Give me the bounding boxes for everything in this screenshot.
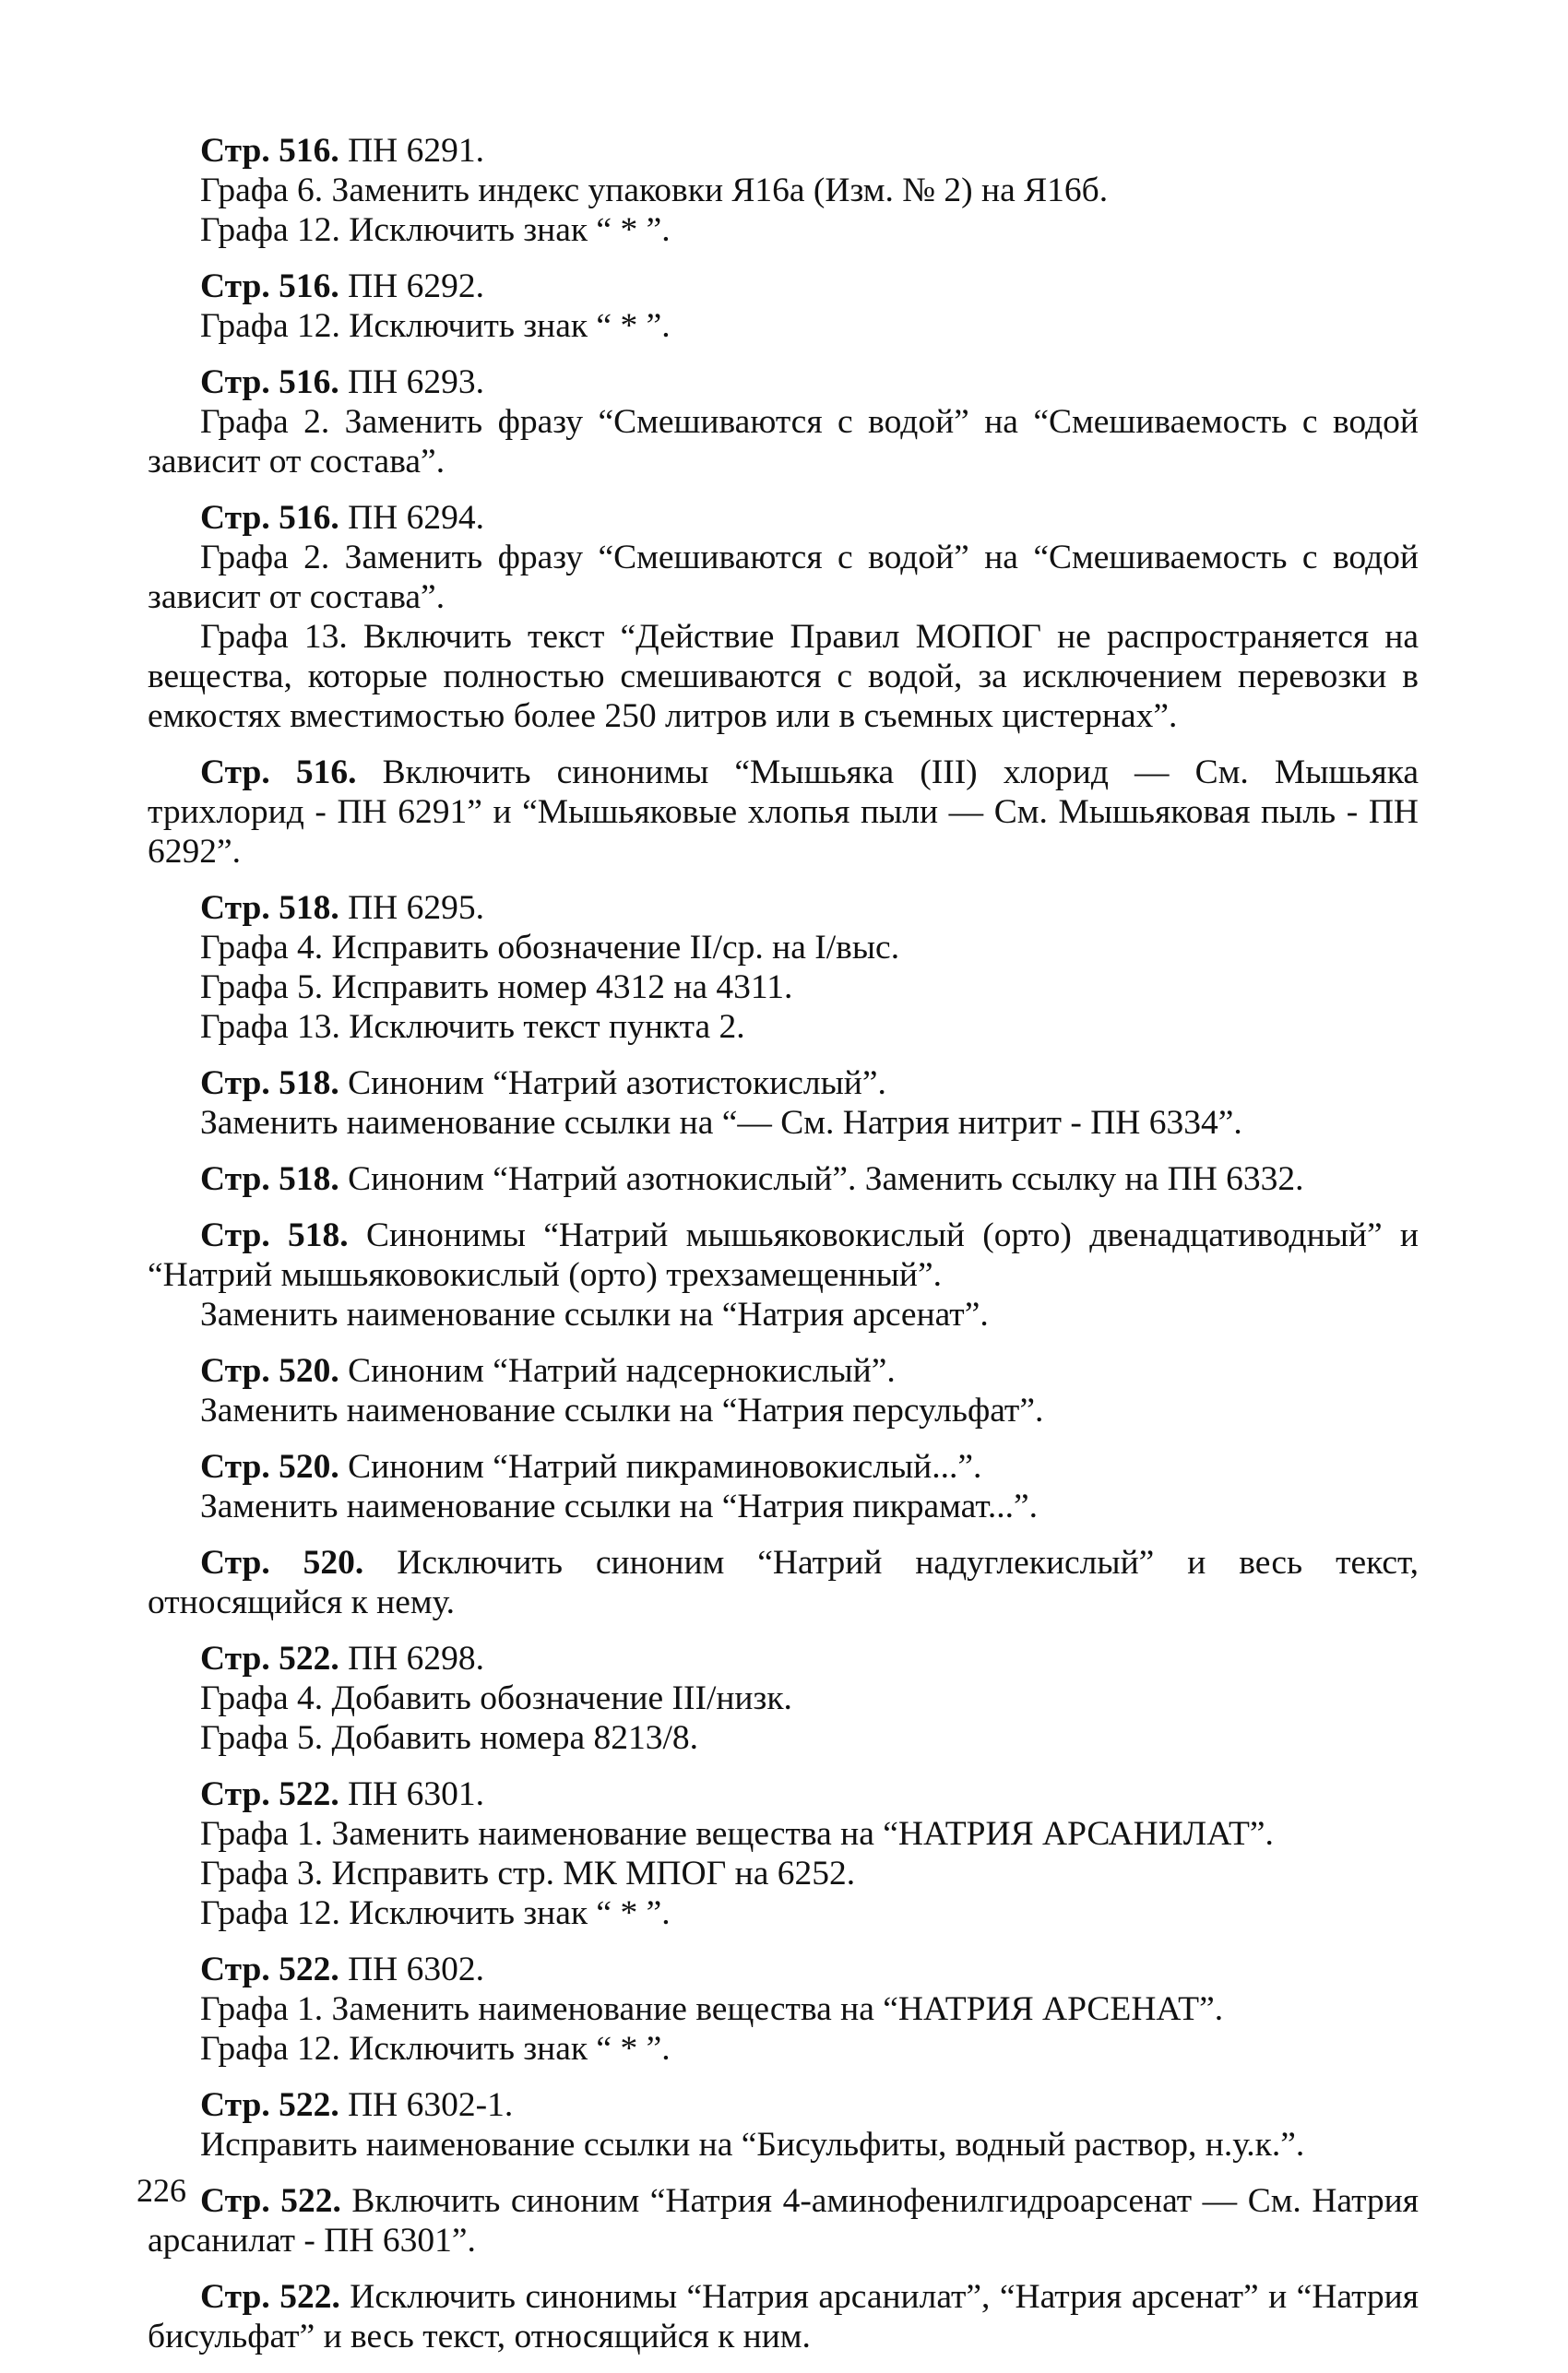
errata-entry bbox=[148, 2181, 1419, 2260]
line-text: Графа 4. Добавить обозначение III/низк. bbox=[200, 1679, 792, 1717]
entry-heading-line bbox=[148, 131, 1419, 171]
entry-text-line bbox=[148, 1679, 1419, 1718]
page-reference-label: Стр. bbox=[200, 2182, 281, 2220]
line-text: Графа 2. Заменить фразу “Смешиваются с водой” на “Смешиваемость с водой зависит от состава”. bbox=[148, 539, 1419, 616]
errata-entry bbox=[148, 1639, 1419, 1758]
page-reference-number: 520. bbox=[303, 1544, 364, 1582]
errata-entry bbox=[148, 498, 1419, 736]
entry-heading-line bbox=[148, 1216, 1419, 1295]
page-reference-label: Стр. bbox=[200, 889, 279, 927]
entry-text-line bbox=[148, 1391, 1419, 1430]
errata-entry bbox=[148, 1447, 1419, 1526]
line-text: Исключить синонимы “Натрия арсанилат”, “Натрия арсенат” и “Натрия бисульфат” и весь текст, относящийся к ним. bbox=[148, 2278, 1419, 2355]
line-text: ПН 6302-1. bbox=[339, 2086, 514, 2124]
line-text: Заменить наименование ссылки на “Натрия пикрамат...”. bbox=[200, 1488, 1039, 1525]
page-reference-number: 522. bbox=[279, 1775, 339, 1813]
line-text: Графа 13. Исключить текст пункта 2. bbox=[200, 1008, 745, 1046]
entry-text-line bbox=[148, 402, 1419, 481]
line-text: Включить синонимы “Мышьяка (III) хлорид — См. Мышьяка трихлорид - ПН 6291” и “Мышьяковые хлопья пыли — См. Мышьяковая пыль - ПН 6292”. bbox=[148, 753, 1419, 871]
entry-text-line bbox=[148, 1103, 1419, 1143]
line-text: Графа 6. Заменить индекс упаковки Я16а (Изм. № 2) на Я16б. bbox=[200, 172, 1109, 209]
errata-entry bbox=[148, 362, 1419, 481]
entry-text-line bbox=[148, 306, 1419, 346]
line-text: ПН 6301. bbox=[339, 1775, 484, 1813]
page-reference-label: Стр. bbox=[200, 1775, 279, 1813]
page-reference-label: Стр. bbox=[200, 1544, 303, 1582]
entry-heading-line bbox=[148, 1447, 1419, 1487]
entry-heading-line bbox=[148, 1159, 1419, 1199]
line-text: Графа 3. Исправить стр. МК МПОГ на 6252. bbox=[200, 1855, 856, 1892]
entry-heading-line bbox=[148, 1950, 1419, 1989]
entry-text-line bbox=[148, 2125, 1419, 2165]
line-text: Исключить синоним “Натрий надуглекислый” и весь текст, относящийся к нему. bbox=[148, 1544, 1419, 1621]
entry-text-line bbox=[148, 1718, 1419, 1758]
page-reference-number: 516. bbox=[279, 267, 339, 305]
page-reference-label: Стр. bbox=[200, 1951, 279, 1988]
page-reference-label: Стр. bbox=[200, 1448, 279, 1486]
line-text: Синоним “Натрий азотнокислый”. Заменить ссылку на ПН 6332. bbox=[339, 1160, 1304, 1198]
line-text: Графа 13. Включить текст “Действие Правил МОПОГ не распространяется на вещества, которые полностью смешиваются с водой, за исключением перевозки в емкостях вместимостью более 250 литров или в съемных цистернах”. bbox=[148, 618, 1419, 735]
page-reference-label: Стр. bbox=[200, 1640, 279, 1678]
errata-entry bbox=[148, 1351, 1419, 1430]
line-text: Синонимы “Натрий мышьяковокислый (орто) двенадцативодный” и “Натрий мышьяковокислый (орто) трехзамещенный”. bbox=[148, 1216, 1419, 1294]
line-text: ПН 6291. bbox=[339, 132, 484, 170]
page-reference-label: Стр. bbox=[200, 363, 279, 401]
errata-entry bbox=[148, 2085, 1419, 2165]
entry-heading-line bbox=[148, 1543, 1419, 1622]
entry-text-line bbox=[148, 538, 1419, 617]
line-text: Заменить наименование ссылки на “Натрия персульфат”. bbox=[200, 1392, 1044, 1430]
page-reference-number: 520. bbox=[279, 1448, 339, 1486]
entry-heading-line bbox=[148, 888, 1419, 928]
line-text: Графа 1. Заменить наименование вещества на “НАТРИЯ АРСЕНАТ”. bbox=[200, 1990, 1224, 2028]
entry-text-line bbox=[148, 2029, 1419, 2069]
line-text: ПН 6302. bbox=[339, 1951, 484, 1988]
entry-text-line bbox=[148, 1295, 1419, 1335]
line-text: Графа 4. Исправить обозначение II/ср. на I/выс. bbox=[200, 929, 900, 967]
entry-text-line bbox=[148, 171, 1419, 210]
page-reference-number: 516. bbox=[279, 499, 339, 537]
entry-heading-line bbox=[148, 2277, 1419, 2356]
page-reference-label: Стр. bbox=[200, 132, 279, 170]
entry-heading-line bbox=[148, 2085, 1419, 2125]
entry-text-line bbox=[148, 1893, 1419, 1933]
page-number: 226 bbox=[137, 2172, 186, 2209]
line-text: Графа 12. Исключить знак “ * ”. bbox=[200, 307, 671, 345]
line-text: ПН 6292. bbox=[339, 267, 484, 305]
page-reference-number: 522. bbox=[279, 1951, 339, 1988]
line-text: Синоним “Натрий надсернокислый”. bbox=[339, 1352, 896, 1390]
errata-entry bbox=[148, 1216, 1419, 1335]
errata-entry bbox=[148, 2277, 1419, 2356]
entry-heading-line bbox=[148, 267, 1419, 306]
page-reference-label: Стр. bbox=[200, 1352, 279, 1390]
entry-heading-line bbox=[148, 1351, 1419, 1391]
errata-entry bbox=[148, 1543, 1419, 1622]
line-text: Графа 5. Исправить номер 4312 на 4311. bbox=[200, 968, 793, 1006]
errata-list bbox=[148, 131, 1419, 2373]
errata-entry bbox=[148, 1063, 1419, 1143]
page-reference-number: 516. bbox=[279, 363, 339, 401]
line-text: Графа 2. Заменить фразу “Смешиваются с водой” на “Смешиваемость с водой зависит от состава”. bbox=[148, 403, 1419, 481]
page-reference-label: Стр. bbox=[200, 499, 279, 537]
page-reference-number: 518. bbox=[279, 1064, 339, 1102]
page-reference-number: 522. bbox=[279, 2278, 340, 2316]
entry-text-line bbox=[148, 617, 1419, 736]
errata-entry bbox=[148, 1950, 1419, 2069]
errata-entry bbox=[148, 1774, 1419, 1933]
page-reference-number: 516. bbox=[295, 753, 357, 791]
errata-entry bbox=[148, 888, 1419, 1047]
page-reference-number: 518. bbox=[288, 1216, 349, 1254]
page-reference-number: 522. bbox=[279, 2086, 339, 2124]
line-text: Синоним “Натрий азотистокислый”. bbox=[339, 1064, 886, 1102]
entry-heading-line bbox=[148, 498, 1419, 538]
line-text: ПН 6294. bbox=[339, 499, 484, 537]
entry-text-line bbox=[148, 967, 1419, 1007]
line-text: ПН 6298. bbox=[339, 1640, 484, 1678]
entry-text-line bbox=[148, 1814, 1419, 1854]
page-reference-label: Стр. bbox=[200, 1216, 289, 1254]
errata-entry bbox=[148, 753, 1419, 872]
entry-heading-line bbox=[148, 1639, 1419, 1679]
line-text: ПН 6293. bbox=[339, 363, 484, 401]
line-text: Графа 12. Исключить знак “ * ”. bbox=[200, 1894, 671, 1932]
page-reference-number: 522. bbox=[280, 2182, 341, 2220]
page-reference-label: Стр. bbox=[200, 1064, 279, 1102]
page-reference-number: 518. bbox=[279, 889, 339, 927]
page-reference-number: 518. bbox=[279, 1160, 339, 1198]
line-text: Заменить наименование ссылки на “— См. Натрия нитрит - ПН 6334”. bbox=[200, 1104, 1242, 1142]
entry-text-line bbox=[148, 1487, 1419, 1526]
entry-text-line bbox=[148, 928, 1419, 967]
page-reference-number: 522. bbox=[279, 1640, 339, 1678]
errata-entry bbox=[148, 267, 1419, 346]
page-reference-label: Стр. bbox=[200, 2086, 279, 2124]
entry-heading-line bbox=[148, 1063, 1419, 1103]
entry-heading-line bbox=[148, 1774, 1419, 1814]
line-text: Исправить наименование ссылки на “Бисульфиты, водный раствор, н.у.к.”. bbox=[200, 2126, 1305, 2164]
entry-text-line bbox=[148, 1854, 1419, 1893]
entry-text-line bbox=[148, 210, 1419, 250]
entry-text-line bbox=[148, 1007, 1419, 1047]
line-text: Графа 12. Исключить знак “ * ”. bbox=[200, 2030, 671, 2068]
errata-entry bbox=[148, 131, 1419, 250]
line-text: Графа 12. Исключить знак “ * ”. bbox=[200, 211, 671, 249]
line-text: ПН 6295. bbox=[339, 889, 484, 927]
page-reference-label: Стр. bbox=[200, 753, 296, 791]
page-reference-label: Стр. bbox=[200, 267, 279, 305]
page-reference-label: Стр. bbox=[200, 1160, 279, 1198]
errata-entry bbox=[148, 1159, 1419, 1199]
line-text: Графа 5. Добавить номера 8213/8. bbox=[200, 1719, 699, 1757]
line-text: Включить синоним “Натрия 4-аминофенилгидроарсенат — См. Натрия арсанилат - ПН 6301”. bbox=[148, 2182, 1419, 2260]
entry-text-line bbox=[148, 1989, 1419, 2029]
line-text: Синоним “Натрий пикраминовокислый...”. bbox=[339, 1448, 982, 1486]
line-text: Графа 1. Заменить наименование вещества на “НАТРИЯ АРСАНИЛАТ”. bbox=[200, 1815, 1274, 1853]
page-reference-number: 516. bbox=[279, 132, 339, 170]
entry-heading-line bbox=[148, 362, 1419, 402]
entry-heading-line bbox=[148, 753, 1419, 872]
entry-heading-line bbox=[148, 2181, 1419, 2260]
page-reference-label: Стр. bbox=[200, 2278, 280, 2316]
page-reference-number: 520. bbox=[279, 1352, 339, 1390]
line-text: Заменить наименование ссылки на “Натрия арсенат”. bbox=[200, 1296, 989, 1334]
